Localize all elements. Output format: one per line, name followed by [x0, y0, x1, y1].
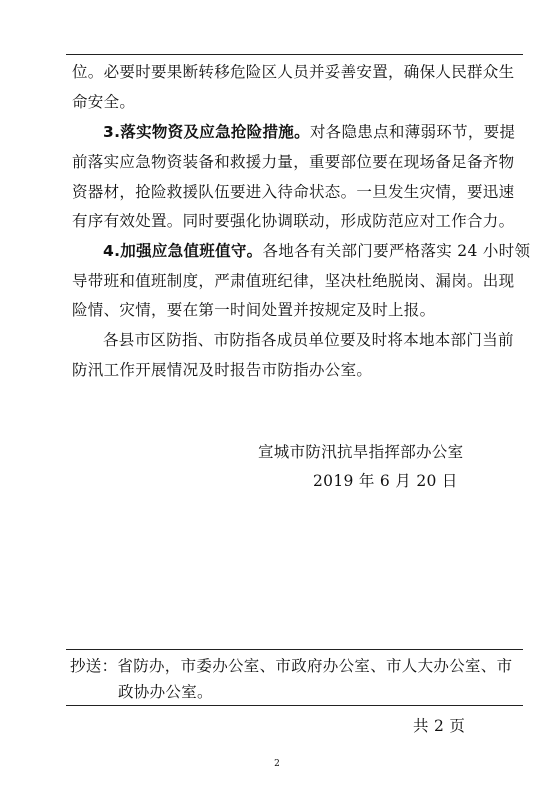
body-line: 位。必要时要果断转移危险区人员并妥善安置，确保人民群众生 — [72, 63, 515, 81]
body-line: 命安全。 — [72, 93, 136, 111]
body-line: 前落实应急物资装备和救援力量，重要部位要在现场备足备齐物 — [72, 153, 515, 171]
paragraph-3-text: 对各隐患点和薄弱环节，要提 — [309, 123, 516, 141]
body-line: 险情、灾情，要在第一时间处置并按规定及时上报。 — [72, 301, 436, 319]
cc-bottom-rule — [66, 705, 523, 706]
body-line: 导带班和值班制度，严肃值班纪律，坚决杜绝脱岗、漏岗。出现 — [72, 272, 515, 290]
paragraph-4-text: 各地各有关部门要严格落实 24 小时领 — [262, 242, 531, 260]
body-line: 各县市区防指、市防指各成员单位要及时将本地本部门当前 — [103, 331, 514, 349]
top-rule — [66, 54, 523, 55]
cc-top-rule — [66, 649, 523, 650]
page-number: 2 — [274, 759, 280, 769]
cc-line: 抄送：省防办，市委办公室、市政府办公室、市人大办公室、市 — [70, 657, 513, 675]
cc-line: 政协办公室。 — [118, 683, 213, 701]
body-line: 有序有效处置。同时要强化协调联动，形成防范应对工作合力。 — [72, 212, 515, 230]
paragraph-4-first-line — [103, 241, 531, 261]
paragraph-4-heading: 4.加强应急值班值守。 — [103, 242, 263, 260]
paragraph-3-heading: 3.落实物资及应急抢险措施。 — [103, 123, 310, 141]
signature-date: 2019 年 6 月 20 日 — [313, 472, 458, 490]
body-line: 防汛工作开展情况及时报告市防指办公室。 — [72, 361, 373, 379]
body-line: 资器材，抢险救援队伍要进入待命状态。一旦发生灾情，要迅速 — [72, 183, 515, 201]
signature-organization: 宣城市防汛抗旱指挥部办公室 — [258, 443, 464, 461]
total-pages: 共 2 页 — [413, 717, 466, 735]
paragraph-3-first-line — [103, 122, 522, 142]
